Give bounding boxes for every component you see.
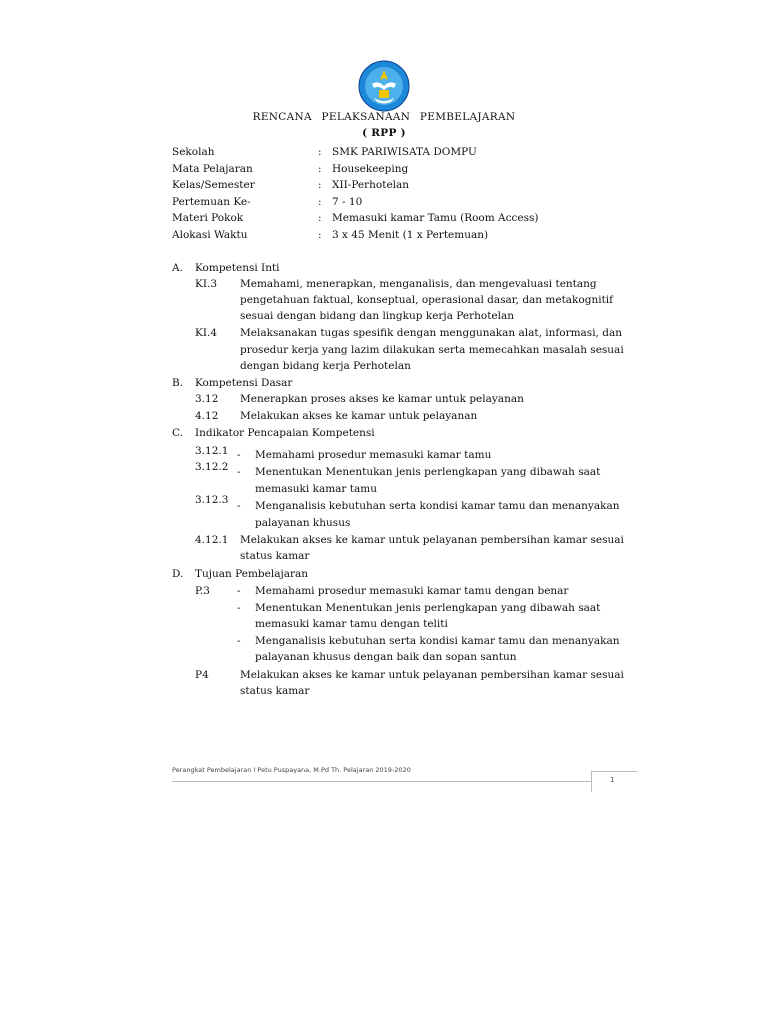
ipk-line: Melakukan akses ke kamar untuk pelayanan pembersihan kamar sesuai (240, 534, 624, 546)
ipk-code: 3.12.1 (195, 445, 229, 457)
info-row (172, 144, 538, 161)
ki3-code: KI.3 (195, 278, 218, 290)
tujuan-line: memasuki kamar tamu dengan teliti (255, 618, 448, 630)
info-label: Sekolah (172, 146, 215, 158)
ipk-code: 3.12.2 (195, 461, 229, 473)
ipk-dash: - (237, 449, 241, 461)
tujuan-code: P4 (195, 669, 209, 681)
info-label: Alokasi Waktu (172, 228, 248, 241)
ipk-dash: - (237, 500, 241, 512)
ipk-line: Menganalisis kebutuhan serta kondisi kamar tamu dan menanyakan (255, 500, 620, 512)
tujuan-line: status kamar (240, 685, 310, 697)
info-value: SMK PARIWISATA DOMPU (332, 146, 477, 158)
ipk-line: Memahami prosedur memasuki kamar tamu (255, 449, 492, 461)
info-row (172, 177, 538, 194)
tujuan-line: Menganalisis kebutuhan serta kondisi kamar tamu dan menanyakan (255, 635, 620, 647)
info-row (172, 210, 538, 227)
tut-wuri-handayani-logo (358, 60, 410, 112)
footer-text: Perangkat Pembelajaran I Petu Puspayana, M.Pd Th. Pelajaran 2019-2020 (172, 766, 411, 774)
section-b-title: Kompetensi Dasar (195, 377, 293, 389)
info-colon: : (318, 228, 322, 241)
section-a-title: Kompetensi Inti (195, 262, 280, 274)
info-label: Kelas/Semester (172, 179, 255, 192)
ipk-code: 4.12.1 (195, 534, 229, 546)
kd-code: 4.12 (195, 410, 219, 422)
ipk-dash: - (237, 466, 241, 478)
section-c-title: Indikator Pencapaian Kompetensi (195, 427, 375, 439)
info-row (172, 194, 538, 211)
section-a-letter: A. (172, 262, 183, 274)
ki4-line: prosedur kerja yang lazim dilakukan serta memecahkan masalah sesuai (240, 344, 624, 356)
kd-code: 3.12 (195, 393, 219, 405)
info-label: Pertemuan Ke- (172, 195, 251, 208)
info-value: Housekeeping (332, 162, 409, 175)
info-value: XII-Perhotelan (332, 179, 410, 192)
info-value: 7 - 10 (332, 195, 363, 208)
section-b-letter: B. (172, 377, 184, 389)
info-value: 3 x 45 Menit (1 x Pertemuan) (332, 228, 489, 241)
ki4-line: Melaksanakan tugas spesifik dengan menggunakan alat, informasi, dan (240, 327, 622, 339)
ki4-line: dengan bidang kerja Perhotelan (240, 360, 411, 372)
info-label: Mata Pelajaran (172, 162, 253, 175)
ki3-line: Memahami, menerapkan, menganalisis, dan mengevaluasi tentang (240, 278, 597, 290)
document-title: RENCANA PELAKSANAAN PEMBELAJARAN (252, 111, 516, 123)
tujuan-line: palayanan khusus dengan baik dan sopan santun (255, 651, 517, 663)
section-d-title: Tujuan Pembelajaran (195, 568, 309, 580)
section-d-letter: D. (172, 568, 184, 580)
ki3-line: pengetahuan faktual, konseptual, operasional dasar, dan metakognitif (240, 294, 614, 306)
tujuan-code: P.3 (195, 585, 210, 597)
page-number: 1 (610, 776, 615, 784)
tujuan-line: Menentukan Menentukan jenis perlengkapan yang dibawah saat (255, 602, 601, 614)
kd-text: Menerapkan proses akses ke kamar untuk pelayanan (240, 393, 524, 405)
info-colon: : (318, 146, 322, 158)
ipk-line: palayanan khusus (255, 517, 351, 529)
tujuan-dash: - (237, 585, 241, 597)
ipk-line: memasuki kamar tamu (255, 483, 377, 495)
kd-text: Melakukan akses ke kamar untuk pelayanan (240, 410, 478, 422)
info-colon: : (318, 179, 322, 192)
ki4-code: KI.4 (195, 327, 218, 339)
info-row (172, 161, 538, 178)
document-subtitle: ( RPP ) (362, 127, 406, 139)
info-value: Memasuki kamar Tamu (Room Access) (332, 212, 539, 225)
tujuan-dash: - (237, 602, 241, 614)
section-c-letter: C. (172, 427, 183, 439)
info-colon: : (318, 212, 322, 225)
info-label: Materi Pokok (172, 212, 244, 225)
ipk-code: 3.12.3 (195, 494, 229, 506)
info-colon: : (318, 195, 322, 208)
ki3-line: sesuai dengan bidang dan lingkup kerja Perhotelan (240, 310, 515, 322)
tujuan-line: Melakukan akses ke kamar untuk pelayanan pembersihan kamar sesuai (240, 669, 624, 681)
footer-divider (172, 781, 592, 782)
ipk-line: status kamar (240, 550, 310, 562)
identity-table (172, 144, 538, 244)
tujuan-line: Memahami prosedur memasuki kamar tamu dengan benar (255, 585, 569, 597)
info-row (172, 227, 538, 244)
info-colon: : (318, 162, 322, 175)
tujuan-dash: - (237, 635, 241, 647)
ipk-line: Menentukan Menentukan jenis perlengkapan yang dibawah saat (255, 466, 601, 478)
